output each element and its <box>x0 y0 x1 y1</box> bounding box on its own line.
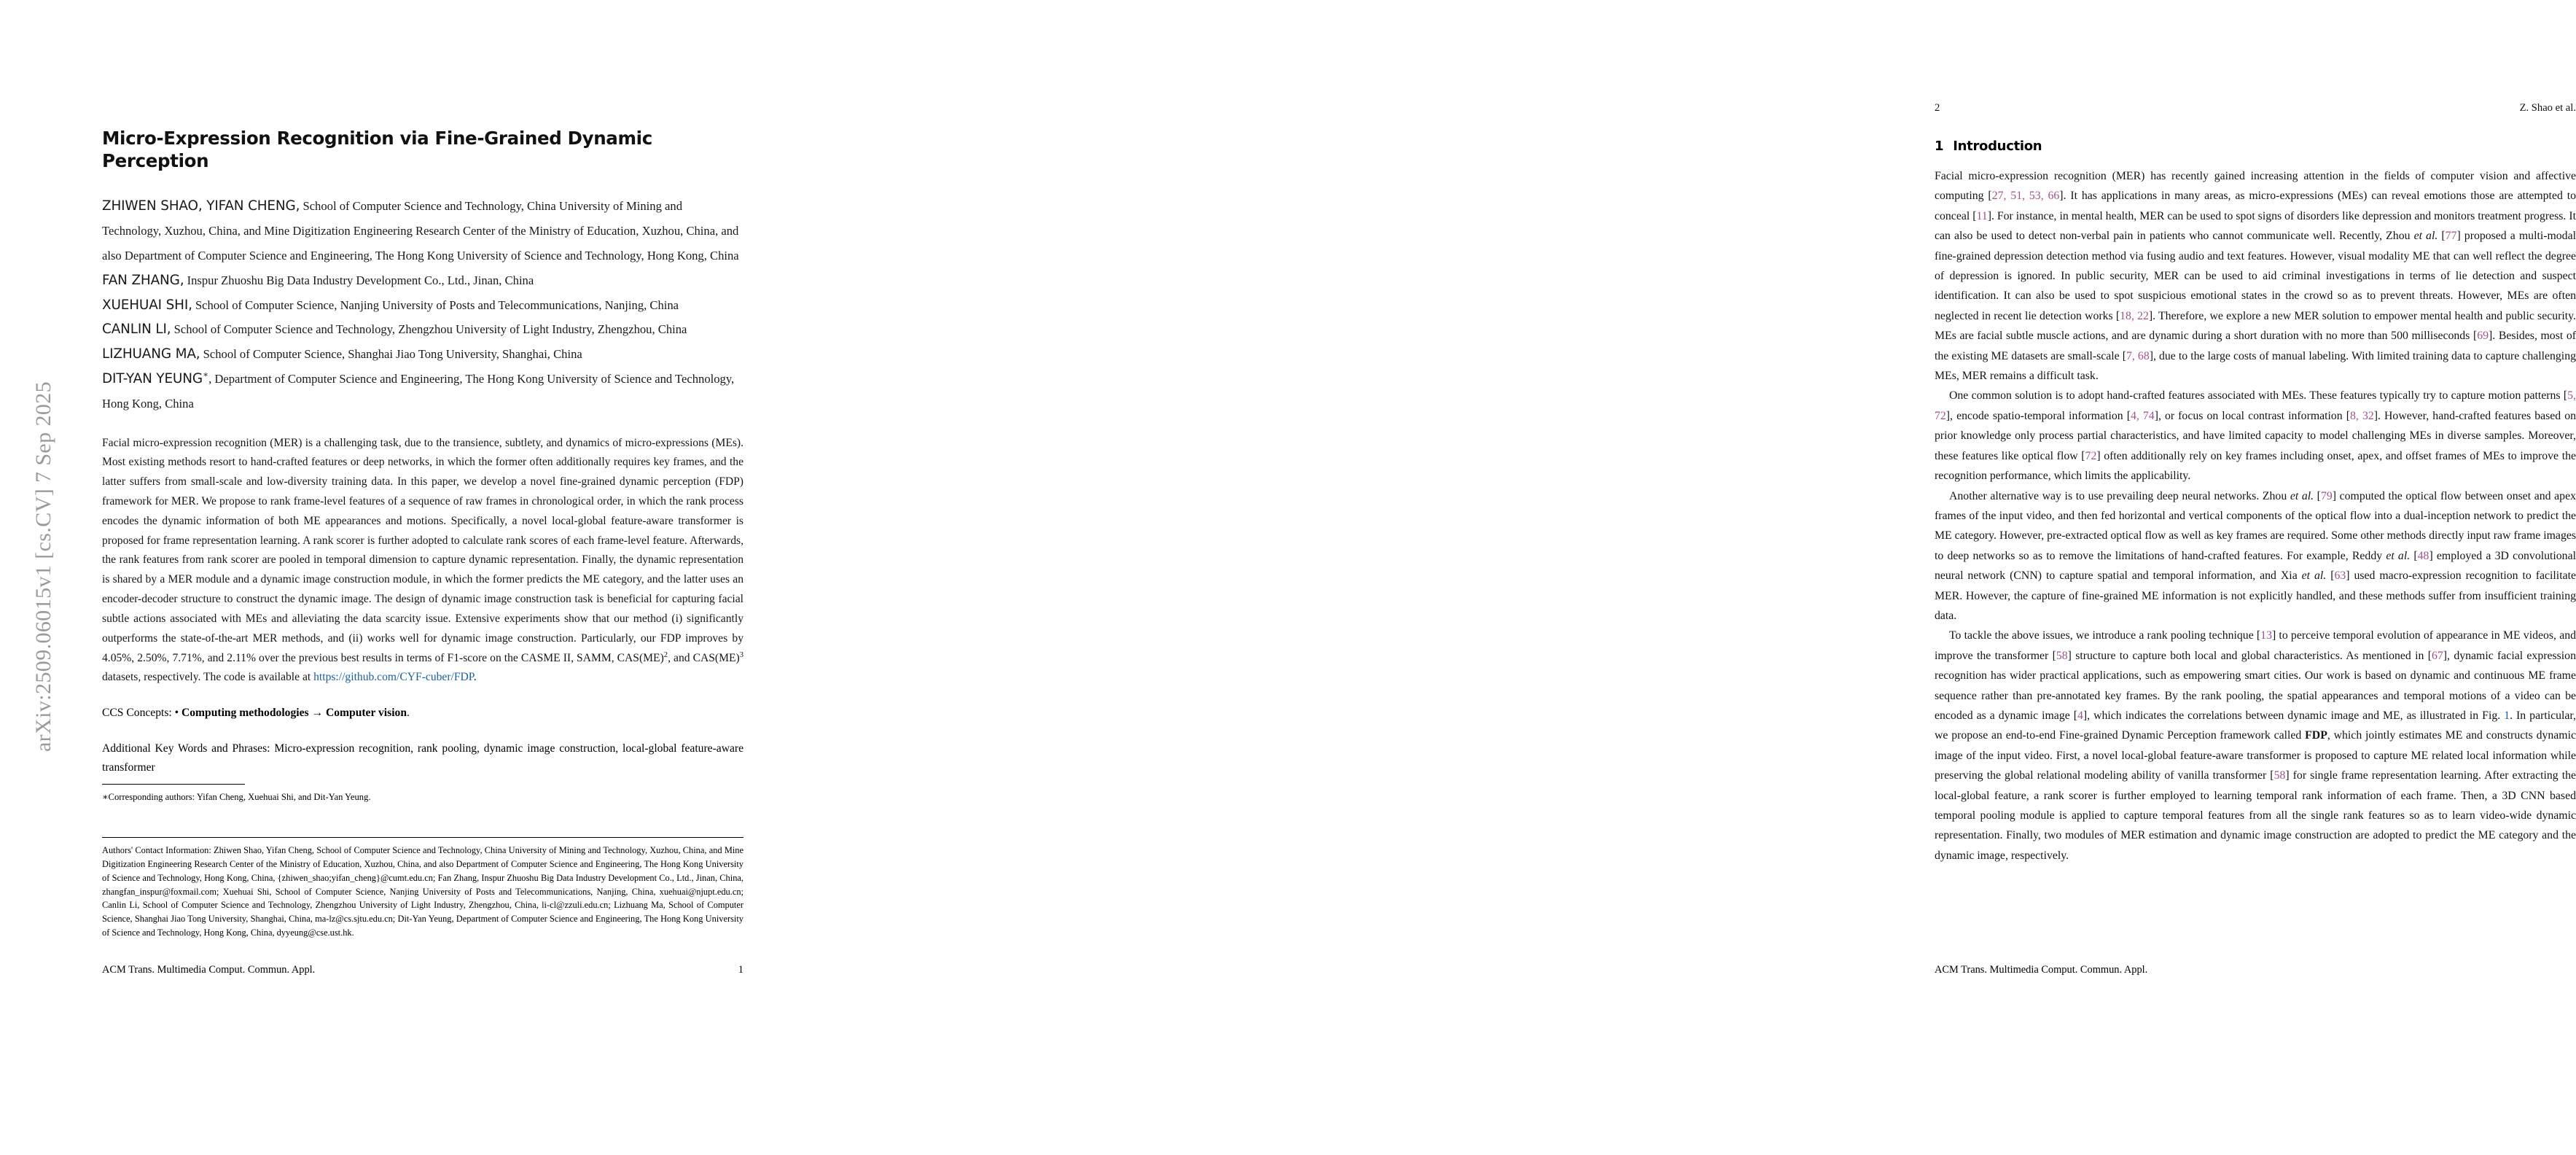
author-names: DIT-YAN YEUNG <box>102 370 203 386</box>
contact-info-text: Authors' Contact Information: Zhiwen Shao, Yifan Cheng, School of Computer Science and Technology, China University of Mining and Technology, Xuzhou, China, and Mine Digitization Engineering Research Center of the Ministry of Education, Xuzhou, China, and also Department of Computer Science and Engineering, The Hong Kong University of Science and Technology, Hong Kong, China, {zhiwen_shao;yifan_cheng}@cumt.edu.cn; Fan Zhang, Inspur Zhuoshu Big Data Industry Development Co., Ltd., Jinan, China, zhangfan_inspur@foxmail.com; Xuehuai Shi, School of Computer Science, Nanjing University of Posts and Telecommunications, Nanjing, China, xuehuai@njupt.edu.cn; Canlin Li, School of Computer Science and Technology, Zhengzhou University of Light Industry, Zhengzhou, China, li-cl@zzuli.edu.cn; Lizhuang Ma, School of Computer Science, Shanghai Jiao Tong University, Shanghai, China, ma-lz@cs.sjtu.edu.cn; Dit-Yan Yeung, Department of Computer Science and Engineering, The Hong Kong University of Science and Technology, Hong Kong, China, dyyeung@cse.ust.hk. <box>102 845 743 938</box>
footer-journal-name: ACM Trans. Multimedia Comput. Commun. Appl. <box>1935 964 2148 976</box>
emphasis: et al. <box>2301 569 2327 583</box>
running-head-page-number: 2 <box>1935 102 1940 114</box>
code-repository-link[interactable]: https://github.com/CYF-cuber/FDP <box>313 671 474 684</box>
author-names: CANLIN LI, <box>102 322 171 338</box>
paragraph: Another alternative way is to use prevailing deep neural networks. Zhou et al. [79] computed the optical flow between onset and apex frames of the input video, and then fed horizontal and vertical components of the optical flow into a dual-inception network to predict the ME category. However, pre-extracted optical flow as well as key frames are required. Some other methods directly input raw frame images to deep networks so as to remove the limitations of hand-crafted features. For example, Reddy et al. [48] employed a 3D convolutional neural network (CNN) to capture spatial and temporal information, and Xia et al. [63] used macro-expression recognition to facilitate MER. However, the capture of fine-grained ME information is not explicitly handled, and these methods suffer from insufficient training data. <box>1935 489 2576 622</box>
citation-link[interactable]: 58 <box>2056 649 2068 662</box>
dataset-superscript-2: 2 <box>663 650 668 659</box>
ccs-concepts <box>102 704 743 723</box>
emphasis: et al. <box>2290 489 2314 502</box>
ccs-tail: . <box>407 707 410 720</box>
paragraph: One common solution is to adopt hand-crafted features associated with MEs. These features typically try to capture motion patterns [5, 72], encode spatio-temporal information [4, 74], or focus on local contrast information [8, 32]. However, hand-crafted features based on prior knowledge only process partial characteristics, and have limited capacity to model challenging MEs in diverse samples. Moreover, these features like optical flow [72] often additionally rely on key frames including onset, apex, and offset frames of MEs to improve the recognition performance, which limits the applicability. <box>1935 389 2576 483</box>
citation-link[interactable]: 67 <box>2432 649 2443 662</box>
page-title: Micro-Expression Recognition via Fine-Grained Dynamic Perception <box>102 128 652 171</box>
arxiv-identifier-stamp: arXiv:2509.06015v1 [cs.CV] 7 Sep 2025 <box>31 381 55 752</box>
citation-link[interactable]: 5, 72 <box>1935 389 2576 422</box>
page-left <box>0 0 892 1155</box>
citation-link[interactable]: 8, 32 <box>2350 409 2374 422</box>
figure-reference-link[interactable]: 1 <box>2504 709 2510 722</box>
running-head-authors: Z. Shao et al. <box>2519 102 2576 114</box>
abstract-text-part-2: , and CAS(ME) <box>668 651 740 664</box>
footer-journal-name: ACM Trans. Multimedia Comput. Commun. Appl. <box>102 964 316 976</box>
footer-right <box>1935 964 2576 976</box>
author-affiliation: School of Computer Science and Technology, Zhengzhou University of Light Industry, Zhengzhou, China <box>171 322 687 337</box>
author-entry <box>102 293 743 318</box>
ccs-label: CCS Concepts: • <box>102 707 182 720</box>
section-number: 1 <box>1935 139 1944 154</box>
abstract-text-part-4: . <box>473 671 477 684</box>
citation-link[interactable]: 27, 51, 53, 66 <box>1991 190 2060 203</box>
introduction-body <box>1935 166 2576 866</box>
citation-link[interactable]: 69 <box>2477 330 2489 343</box>
running-head <box>1935 102 2576 114</box>
footnote-divider-short <box>102 784 245 785</box>
page-right <box>892 0 2576 1155</box>
citation-link[interactable]: 11 <box>1976 209 1988 222</box>
keywords-label: Additional Key Words and Phrases: <box>102 742 275 755</box>
dataset-superscript-3: 3 <box>739 650 743 659</box>
corresponding-author-marker: ∗ <box>202 369 209 380</box>
emphasis: et al. <box>2386 549 2411 562</box>
author-names: LIZHUANG MA, <box>102 346 200 362</box>
author-entry <box>102 317 743 342</box>
abstract <box>102 434 743 688</box>
citation-link[interactable]: 58 <box>2273 769 2286 782</box>
author-list <box>102 194 743 416</box>
author-names: ZHIWEN SHAO, YIFAN CHENG, <box>102 198 300 214</box>
section-heading-introduction <box>1935 139 2576 154</box>
paragraph: Facial micro-expression recognition (MER) has recently gained increasing attention in the fields of computer vision and affective computing [27, 51, 53, 66]. It has applications in many areas, as micro-expressions (MEs) can reveal emotions those are attempted to conceal [11]. For instance, in mental health, MER can be used to spot signs of disorders like depression and monitors treatment progress. It can also be used to detect non-verbal pain in patients who cannot communicate well. Recently, Zhou et al. [77] proposed a multi-modal fine-grained depression detection method via fusing audio and text features. However, visual modality ME that can well reflect the degree of depression is ignored. In public security, MER can be used to aid criminal investigations in terms of lie detection and suspect identification. It can also be used to spot suspicious emotional states in the crowd so as to prevent threats. However, MEs are often neglected in recent lie detection works [18, 22]. Therefore, we explore a new MER solution to empower mental health and public security. MEs are facial subtle muscle actions, and are dynamic during a short duration with no more than 500 milliseconds [69]. Besides, most of the existing ME datasets are small-scale [7, 68], due to the large costs of manual labeling. With limited training data to capture challenging MEs, MER remains a difficult task. <box>1935 170 2576 383</box>
citation-link[interactable]: 4 <box>2077 709 2083 722</box>
left-page-content <box>102 128 743 778</box>
footnote-divider-wide <box>102 837 743 838</box>
section-title: Introduction <box>1953 139 2042 154</box>
citation-link[interactable]: 18, 22 <box>2120 309 2149 322</box>
citation-link[interactable]: 7, 68 <box>2126 349 2150 362</box>
paragraph: To tackle the above issues, we introduce a rank pooling technique [13] to perceive temporal evolution of appearance in ME videos, and improve the transformer [58] structure to capture both local and global characteristics. As mentioned in [67], dynamic facial expression recognition has wider practical applications, such as empowering smart cities. Our work is based on dynamic and continuous ME frame sequence rather than pre-annotated key frames. By the rank pooling, the spatial appearances and temporal motions of a video can be encoded as a dynamic image [4], which indicates the correlations between dynamic image and ME, as illustrated in Fig. 1. In particular, we propose an end-to-end Fine-grained Dynamic Perception framework called FDP, which jointly estimates ME and constructs dynamic image of the input video. First, a novel local-global feature-aware transformer is proposed to capture ME related local information while preserving the global relational modeling ability of vanilla transformer [58] for single frame representation learning. After extracting the local-global feature, a rank scorer is further employed to learning temporal rank information of each frame. Then, a 3D CNN based temporal pooling module is applied to capture temporal features from all the single rank features so as to learn video-wide dynamic representation. Finally, two modules of MER estimation and dynamic image construction are adopted to predict the ME category and the dynamic image, respectively. <box>1935 629 2576 862</box>
citation-link[interactable]: 63 <box>2334 569 2346 583</box>
citation-link[interactable]: 72 <box>2085 449 2097 462</box>
emphasis: et al. <box>2413 230 2438 243</box>
author-affiliation: School of Computer Science, Nanjing University of Posts and Telecommunications, Nanjing, China <box>192 298 679 312</box>
authors-contact-footnote <box>102 837 743 940</box>
author-entry <box>102 342 743 367</box>
author-affiliation: School of Computer Science, Shanghai Jiao Tong University, Shanghai, China <box>200 347 582 362</box>
citation-link[interactable]: 77 <box>2445 230 2457 243</box>
corresponding-author-footnote <box>102 784 743 804</box>
corresponding-note-text: ∗Corresponding authors: Yifan Cheng, Xuehuai Shi, and Dit-Yan Yeung. <box>102 792 371 802</box>
keywords-section <box>102 739 743 779</box>
author-entry <box>102 194 743 268</box>
abstract-text-part-3: datasets, respectively. The code is available at <box>102 671 314 684</box>
keywords-value: Micro-expression recognition, rank pooling, dynamic image construction, local-global feature-aware transformer <box>102 742 744 774</box>
author-entry <box>102 268 743 293</box>
citation-link[interactable]: 48 <box>2417 549 2429 562</box>
author-affiliation: Inspur Zhuoshu Big Data Industry Development Co., Ltd., Jinan, China <box>184 273 534 287</box>
author-names: FAN ZHANG, <box>102 272 184 288</box>
author-affiliation: School of Computer Science and Technology, China University of Mining and Technology, Xuzhou, China, and Mine Digitization Engineering Research Center of the Ministry of Education, Xuzhou, China, and also Department of Computer Science and Engineering, The Hong Kong University of Science and Technology, Hong Kong, China <box>102 199 739 262</box>
author-affiliation: , Department of Computer Science and Engineering, The Hong Kong University of Science and Technology, Hong Kong, China <box>102 371 735 411</box>
author-entry <box>102 367 743 416</box>
abstract-text-part-1: Facial micro-expression recognition (MER) is a challenging task, due to the transience, subtlety, and dynamics of micro-expressions (MEs). Most existing methods resort to hand-crafted features or deep networks, in which the former often additionally requires key frames, and the latter suffers from small-scale and low-diversity training data. In this paper, we develop a novel fine-grained dynamic perception (FDP) framework for MER. We propose to rank frame-level features of a sequence of raw frames in chronological order, in which the rank process encodes the dynamic information of both ME appearances and motions. Specifically, a novel local-global feature-aware transformer is proposed for frame representation learning. A rank scorer is further adopted to calculate rank scores of each frame-level feature. Afterwards, the rank features from rank scorer are pooled in temporal dimension to capture dynamic representation. Finally, the dynamic representation is shared by a MER module and a dynamic image construction module, in which the former predicts the ME category, and the latter uses an encoder-decoder structure to construct the dynamic image. The design of dynamic image construction task is beneficial for capturing facial subtle actions associated with MEs and alleviating the data scarcity issue. Extensive experiments show that our method (i) significantly outperforms the state-of-the-art MER methods, and (ii) works well for dynamic image construction. Particularly, our FDP improves by 4.05%, 2.50%, 7.71%, and 2.11% over the previous best results in terms of F1-score on the CASME II, SAMM, CAS(ME) <box>102 436 743 664</box>
citation-link[interactable]: 4, 74 <box>2130 409 2155 422</box>
footer-left <box>102 964 743 976</box>
framework-name: FDP <box>2305 729 2327 742</box>
citation-link[interactable]: 13 <box>2260 629 2272 642</box>
author-names: XUEHUAI SHI, <box>102 297 192 313</box>
footer-page-number: 1 <box>738 964 743 976</box>
ccs-value: Computing methodologies → Computer vision <box>182 707 407 720</box>
citation-link[interactable]: 79 <box>2320 489 2333 502</box>
